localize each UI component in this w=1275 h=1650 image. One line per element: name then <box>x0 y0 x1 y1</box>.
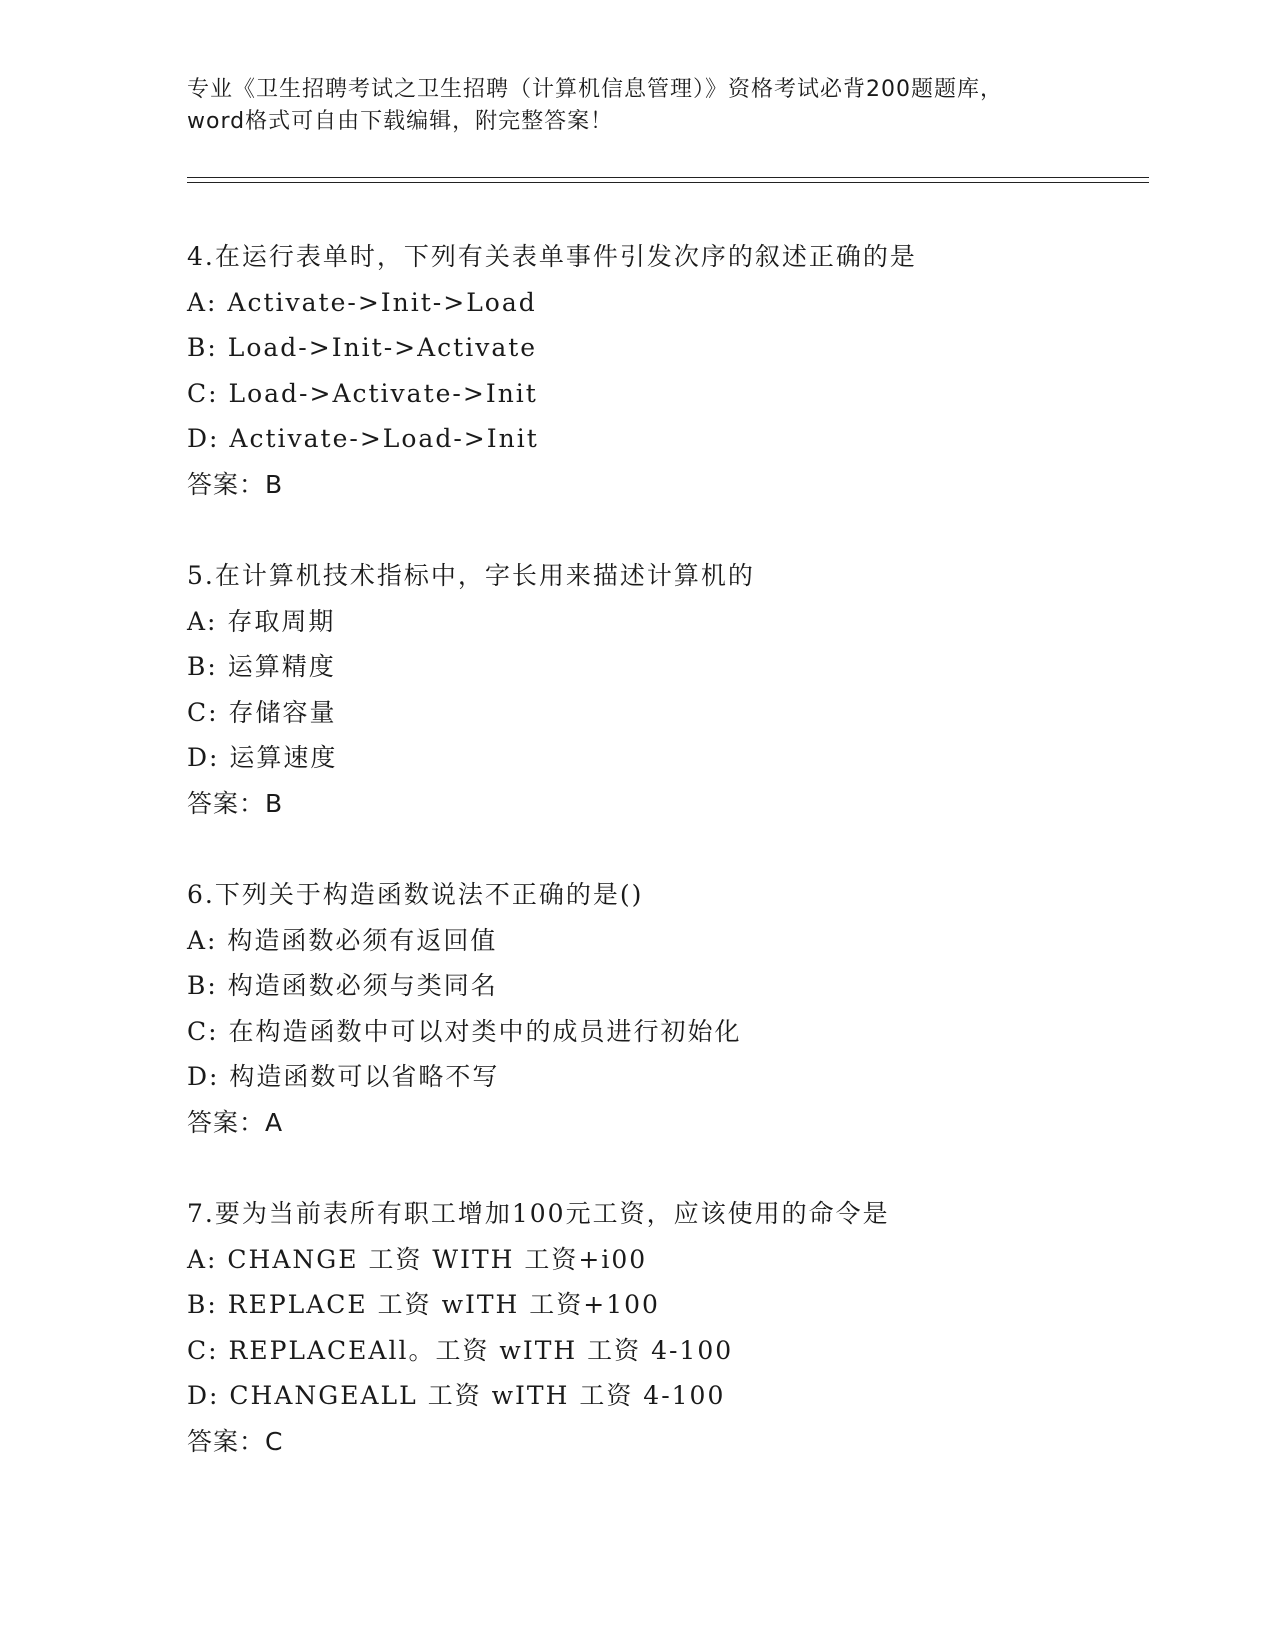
option-d: D: 运算速度 <box>187 743 338 772</box>
answer: 答案：C <box>187 1426 284 1456</box>
option-c: C: 存储容量 <box>187 697 337 727</box>
question-text: 4.在运行表单时，下列有关表单事件引发次序的叙述正确的是 <box>187 242 917 271</box>
option-a: A: 存取周期 <box>187 606 336 636</box>
option-c: C: 在构造函数中可以对类中的成员进行初始化 <box>187 1016 742 1046</box>
option-b: B: 运算精度 <box>187 652 336 681</box>
question-text: 7.要为当前表所有职工增加100元工资，应该使用的命令是 <box>187 1199 890 1228</box>
header-line-1: 专业《卫生招聘考试之卫生招聘（计算机信息管理）》资格考试必背200题题库， <box>187 77 1003 102</box>
question-6 <box>187 872 1147 1145</box>
header-divider-top <box>187 177 1149 178</box>
option-a: A: 构造函数必须有返回值 <box>187 925 498 955</box>
question-4 <box>187 234 1147 507</box>
answer: 答案：A <box>187 1107 284 1137</box>
option-c: C: REPLACEAll。工资 wITH 工资 4-100 <box>187 1335 734 1365</box>
option-b: B: Load->Init->Activate <box>187 333 538 362</box>
option-b: B: REPLACE 工资 wITH 工资+100 <box>187 1290 660 1319</box>
question-text: 5.在计算机技术指标中，字长用来描述计算机的 <box>187 561 755 590</box>
option-d: D: CHANGEALL 工资 wITH 工资 4-100 <box>187 1381 726 1410</box>
option-d: D: Activate->Load->Init <box>187 424 539 453</box>
question-7 <box>187 1191 1147 1464</box>
option-b: B: 构造函数必须与类同名 <box>187 971 498 1000</box>
answer: 答案：B <box>187 469 284 499</box>
option-c: C: Load->Activate->Init <box>187 378 538 408</box>
option-a: A: CHANGE 工资 WITH 工资+i00 <box>187 1244 648 1274</box>
header-divider-bottom <box>187 182 1149 183</box>
answer: 答案：B <box>187 788 284 818</box>
document-header <box>187 74 1087 138</box>
header-line-2: word格式可自由下载编辑，附完整答案！ <box>187 109 614 134</box>
question-text: 6.下列关于构造函数说法不正确的是() <box>187 880 644 909</box>
option-d: D: 构造函数可以省略不写 <box>187 1062 500 1091</box>
option-a: A: Activate->Init->Load <box>187 287 537 317</box>
question-5 <box>187 553 1147 826</box>
